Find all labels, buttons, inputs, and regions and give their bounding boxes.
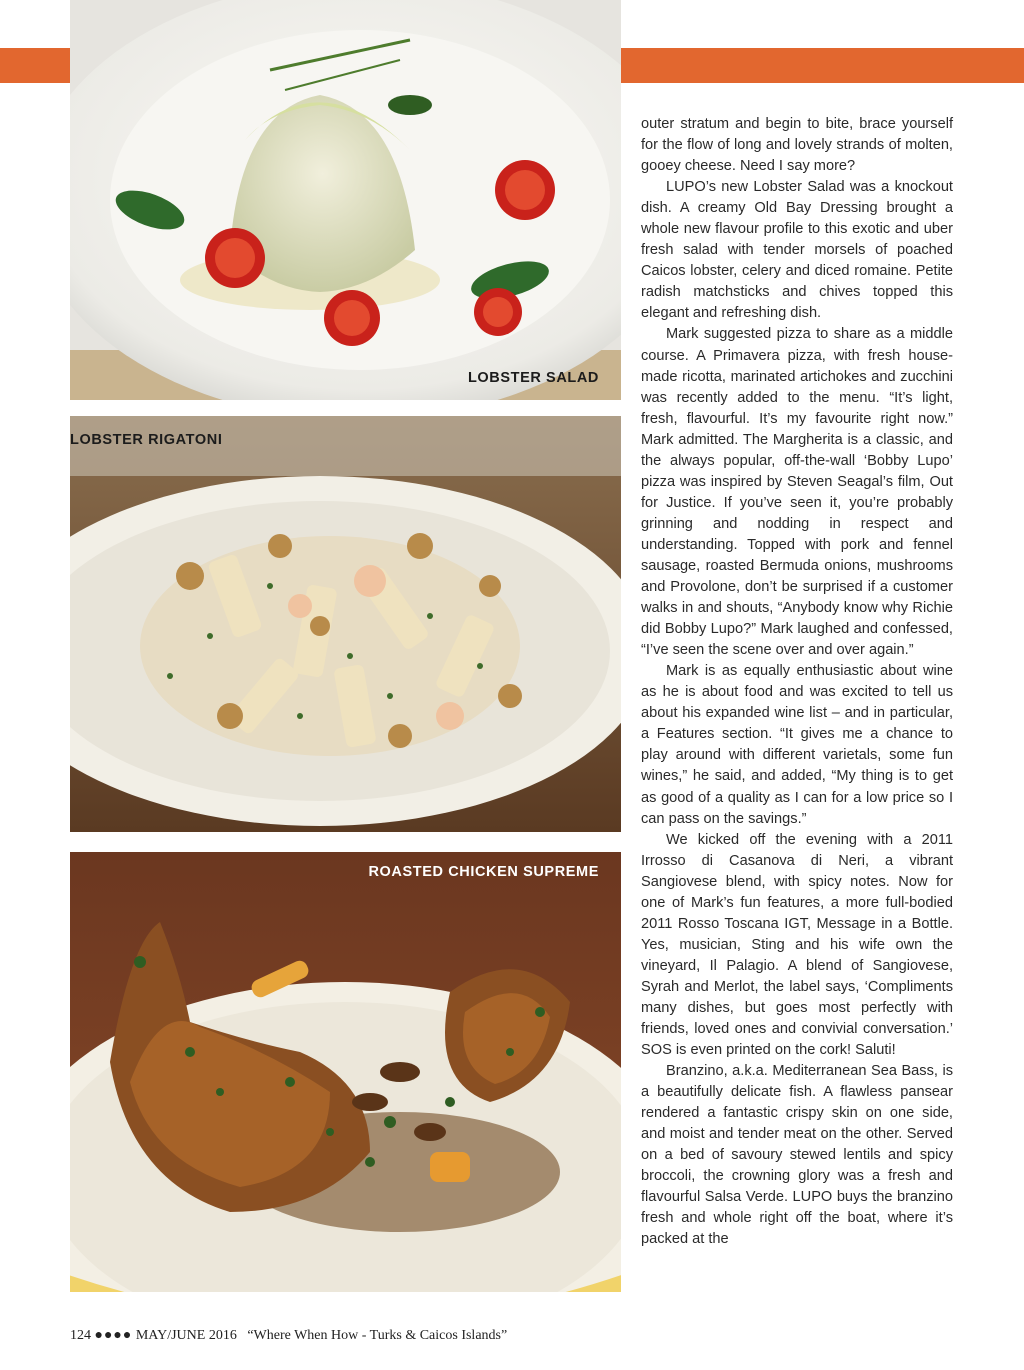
article-paragraph: outer stratum and begin to bite, brace yourself for the flow of long and lovely strands of molten, gooey cheese. Need I say more?: [641, 116, 953, 175]
issue-date: MAY/JUNE 2016: [135, 1328, 237, 1343]
roasted-chicken-image: [70, 852, 621, 1292]
lobster-salad-image: [70, 0, 621, 400]
article-paragraph: We kicked off the evening with a 2011 Irrosso di Casanova di Neri, a vibrant Sangiovese blend, with spicy notes. Now for one of Mark’s fun features, a more full-bodied 2011 Rosso Toscana IGT, Message in a Bottle. Yes, musician, Sting and his wife own the vineyard, Il Palagio. A blend of Sangiovese, Syrah and Merlot, the label says, ‘Compliments many dishes, but goes most perfectly with friends, loved ones and convivial conversation.’ SOS is even printed on the cork! Saluti!: [641, 831, 953, 1059]
article-paragraph: Branzino, a.k.a. Mediterranean Sea Bass, is a beautifully delicate fish. A flawless pansear rendered a fantastic crispy skin on one side, and moist and tender meat on the other. Served on a bed of savoury stewed lentils and spicy broccoli, the crowning glory was a fresh and flavourful Salsa Verde. LUPO buys the branzino fresh and whole right off the boat, where it’s packed at the: [641, 1063, 953, 1248]
caption-lobster-salad: LOBSTER SALAD: [467, 370, 599, 386]
header-accent-band-left: [0, 48, 70, 83]
photo-lobster-rigatoni: [70, 416, 621, 832]
caption-roasted-chicken-supreme: ROASTED CHICKEN SUPREME: [368, 864, 599, 880]
article-paragraph: LUPO’s new Lobster Salad was a knockout dish. A creamy Old Bay Dressing brought a whole new flavour profile to this exotic and uber fresh salad with tender morsels of poached Caicos lobster, celery and diced romaine. Petite radish matchsticks and chives topped this elegant and refreshing dish.: [641, 179, 953, 322]
lobster-rigatoni-image: [70, 416, 621, 832]
publication-name: “Where When How - Turks & Caicos Islands”: [247, 1328, 508, 1343]
page-number: 124: [70, 1328, 91, 1343]
caption-lobster-rigatoni: LOBSTER RIGATONI: [70, 432, 223, 448]
article-column: [641, 114, 953, 1251]
header-accent-band-right: [621, 48, 1024, 83]
photo-roasted-chicken-supreme: [70, 852, 621, 1292]
footer-dots: ●●●●: [94, 1328, 133, 1343]
page-footer: [70, 1328, 507, 1344]
article-paragraph: Mark is as equally enthusiastic about wine as he is about food and was excited to tell us about his expanded wine list – and in particular, a Features section. “It gives me a chance to play around with different varietals, some fun wines,” he said, and added, “My thing is to get as good of a quality as I can for a low price so I can pass on the savings.”: [641, 663, 953, 827]
article-paragraph: Mark suggested pizza to share as a middle course. A Primavera pizza, with fresh housemade ricotta, marinated artichokes and zucchini was recently added to the menu. “It’s light, fresh, flavourful. It’s my favourite right now.” Mark admitted. The Margherita is a classic, and the always popular, off-the-wall ‘Bobby Lupo’ pizza was inspired by Steven Seagal’s film, Out for Justice. If you’ve seen it, you’re probably grinning and nodding in respect and understanding. Topped with pork and fennel sausage, roasted Bermuda onions, mushrooms and Provolone, don’t be surprised if a customer walks in and shouts, “Anybody know why Richie did Bobby Lupo?” Mark laughed and confessed, “I’ve seen the scene over and over again.”: [641, 326, 953, 659]
photo-lobster-salad: [70, 0, 621, 400]
